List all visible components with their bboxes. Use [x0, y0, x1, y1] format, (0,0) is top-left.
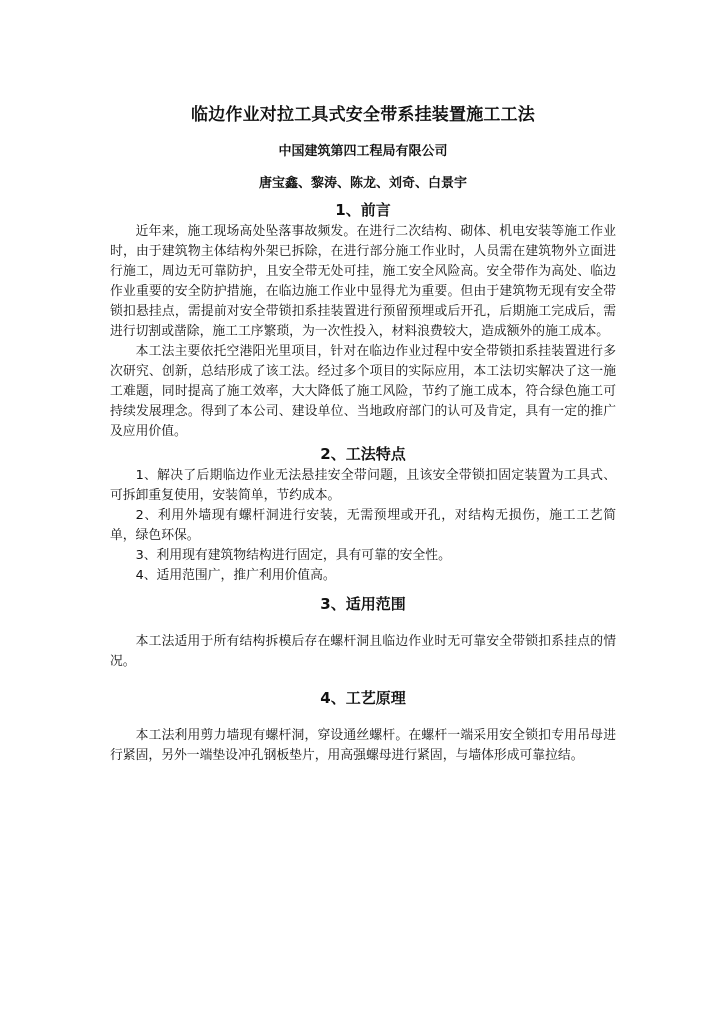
feature-item-3: 3、利用现有建筑物结构进行固定，具有可靠的安全性。: [135, 548, 451, 563]
section-heading-features: 2、工法特点: [320, 445, 406, 463]
document-title: 临边作业对拉工具式安全带系挂装置施工工法: [191, 105, 535, 125]
organization-name: 中国建筑第四工程局有限公司: [278, 144, 448, 159]
feature-item-1: 1、解决了后期临边作业无法悬挂安全带问题，且该安全带锁扣固定装置为工具式、可拆卸重复使用，安装简单，节约成本。: [110, 468, 616, 503]
scope-paragraph: 本工法适用于所有结构拆模后存在螺杆洞且临边作业时无可靠安全带锁扣系挂点的情况。: [110, 634, 616, 669]
section-heading-principle: 4、工艺原理: [320, 689, 406, 707]
section-heading-foreword: 1、前言: [335, 201, 391, 219]
spacer: [110, 616, 616, 632]
foreword-paragraph-2: 本工法主要依托空港阳光里项目，针对在临边作业过程中安全带锁扣系挂装置进行多次研究、创新，总结形成了该工法。经过多个项目的实际应用，本工法切实解决了这一施工难题，同时提高了施工效率，大大降低了施工风险，节约了施工成本，符合绿色施工可持续发展理念。得到了本公司、建设单位、当地政府部门的认可及肯定，具有一定的推广及应用价值。: [110, 344, 616, 439]
feature-item-4: 4、适用范围广，推广利用价值高。: [135, 568, 336, 583]
spacer: [110, 710, 616, 726]
foreword-paragraph-1: 近年来，施工现场高处坠落事故频发。在进行二次结构、砌体、机电安装等施工作业时，由于建筑物主体结构外架已拆除，在进行部分施工作业时，人员需在建筑物外立面进行施工，周边无可靠防护，且安全带无处可挂，施工安全风险高。安全带作为高处、临边作业重要的安全防护措施，在临边施工作业中显得尤为重要。但由于建筑物无现有安全带锁扣悬挂点，需提前对安全带锁扣系挂装置进行预留预埋或后开孔，后期施工完成后，需进行切割或凿除，施工工序繁琐，为一次性投入，材料浪费较大，造成额外的施工成本。: [110, 224, 616, 339]
principle-paragraph: 本工法利用剪力墙现有螺杆洞，穿设通丝螺杆。在螺杆一端采用安全锁扣专用吊母进行紧固，另外一端垫设冲孔钢板垫片，用高强螺母进行紧固，与墙体形成可靠拉结。: [110, 728, 616, 763]
document-page: [110, 98, 616, 766]
author-list: 唐宝鑫、黎涛、陈龙、刘奇、白景宇: [258, 176, 467, 191]
section-heading-scope: 3、适用范围: [320, 595, 406, 613]
feature-item-2: 2、利用外墙现有螺杆洞进行安装，无需预埋或开孔，对结构无损伤，施工工艺简单，绿色环保。: [110, 508, 616, 543]
